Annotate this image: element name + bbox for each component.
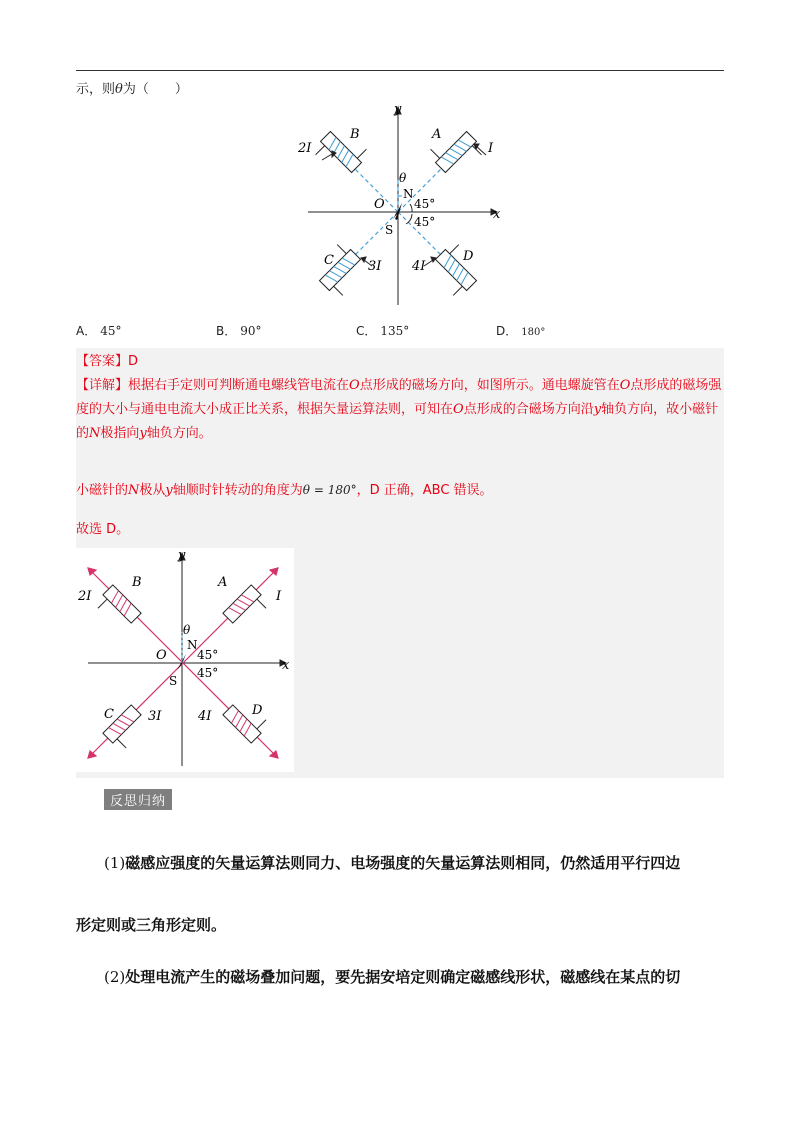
fig2-label-o: O xyxy=(156,648,167,663)
reflection-tag: 反思归纳 xyxy=(104,789,172,810)
current-arrow-b xyxy=(322,154,332,160)
option-b[interactable]: B． 90° xyxy=(216,324,262,338)
option-a[interactable]: A． 45° xyxy=(76,324,122,338)
option-d[interactable]: D． 180° xyxy=(496,324,546,338)
conclusion-line: 小磁针的N极从y轴顺时针转动的角度为θ = 180°，D 正确，ABC 错误。 xyxy=(76,483,493,498)
fig1-label-current-b: 2I xyxy=(298,141,312,156)
fig2-label-c: C xyxy=(104,707,114,722)
figure-solenoids xyxy=(296,100,506,310)
fig2-label-n: N xyxy=(187,638,198,652)
question-line xyxy=(76,78,188,97)
question-theta: θ xyxy=(115,82,123,97)
reflection-paragraph-2: (2)处理电流产生的磁场叠加问题，要先据安培定则确定磁感线形状，磁感线在某点的切 xyxy=(104,968,681,986)
fig2-label-current-a: I xyxy=(276,589,282,604)
figure-field-directions xyxy=(76,548,294,772)
fig1-label-angle2: 45° xyxy=(414,215,436,229)
fig1-label-x: x xyxy=(493,207,501,222)
fig2-label-theta: θ xyxy=(183,623,191,637)
final-choice-line: 故选 D。 xyxy=(76,522,130,537)
question-suffix: 为（ ） xyxy=(122,82,188,97)
fig2-label-x: x xyxy=(282,658,290,673)
fig2-label-current-c: 3I xyxy=(148,709,162,724)
fig2-label-b: B xyxy=(132,575,142,590)
fig1-label-o: O xyxy=(374,197,385,212)
fig1-label-a: A xyxy=(432,127,442,142)
fig1-label-current-c: 3I xyxy=(368,259,382,274)
fig1-label-y: y xyxy=(394,102,402,117)
fig1-label-d: D xyxy=(463,249,474,264)
fig2-label-a: A xyxy=(218,575,228,590)
fig1-label-theta: θ xyxy=(399,171,407,185)
fig1-label-n: N xyxy=(403,187,414,201)
fig1-label-current-d: 4I xyxy=(412,259,426,274)
question-prefix: 示，则 xyxy=(76,82,116,97)
fig2-label-angle2: 45° xyxy=(197,666,219,680)
answer-line: 【答案】D xyxy=(76,354,139,369)
fig1-label-s: S xyxy=(385,223,394,237)
fig1-label-angle1: 45° xyxy=(414,197,436,211)
fig2-label-d: D xyxy=(252,703,263,718)
fig2-label-current-d: 4I xyxy=(198,709,212,724)
fig1-label-current-a: I xyxy=(488,141,494,156)
fig2-label-s: S xyxy=(169,674,178,688)
header-rule xyxy=(76,70,724,71)
reflection-paragraph-1-cont: 形定则或三角形定则。 xyxy=(76,916,227,934)
answer-panel xyxy=(76,348,724,778)
detail-paragraph: 【详解】根据右手定则可判断通电螺线管电流在O点形成的磁场方向，如图所示。通电螺旋管在O点形成的磁场强度的大小与通电电流大小成正比关系，根据矢量运算法则，可知在O点形成的合磁场方向沿y轴负方向，故小磁针的N极指向y轴负方向。 xyxy=(76,378,722,441)
fig2-label-y: y xyxy=(178,548,186,563)
fig1-label-c: C xyxy=(324,253,334,268)
fig1-label-b: B xyxy=(350,127,360,142)
reflection-paragraph-1: (1)磁感应强度的矢量运算法则同力、电场强度的矢量运算法则相同，仍然适用平行四边 xyxy=(104,854,681,872)
fig2-label-angle1: 45° xyxy=(197,648,219,662)
fig2-label-current-b: 2I xyxy=(78,589,92,604)
solenoid-b xyxy=(311,122,370,181)
option-c[interactable]: C． 135° xyxy=(356,324,410,338)
